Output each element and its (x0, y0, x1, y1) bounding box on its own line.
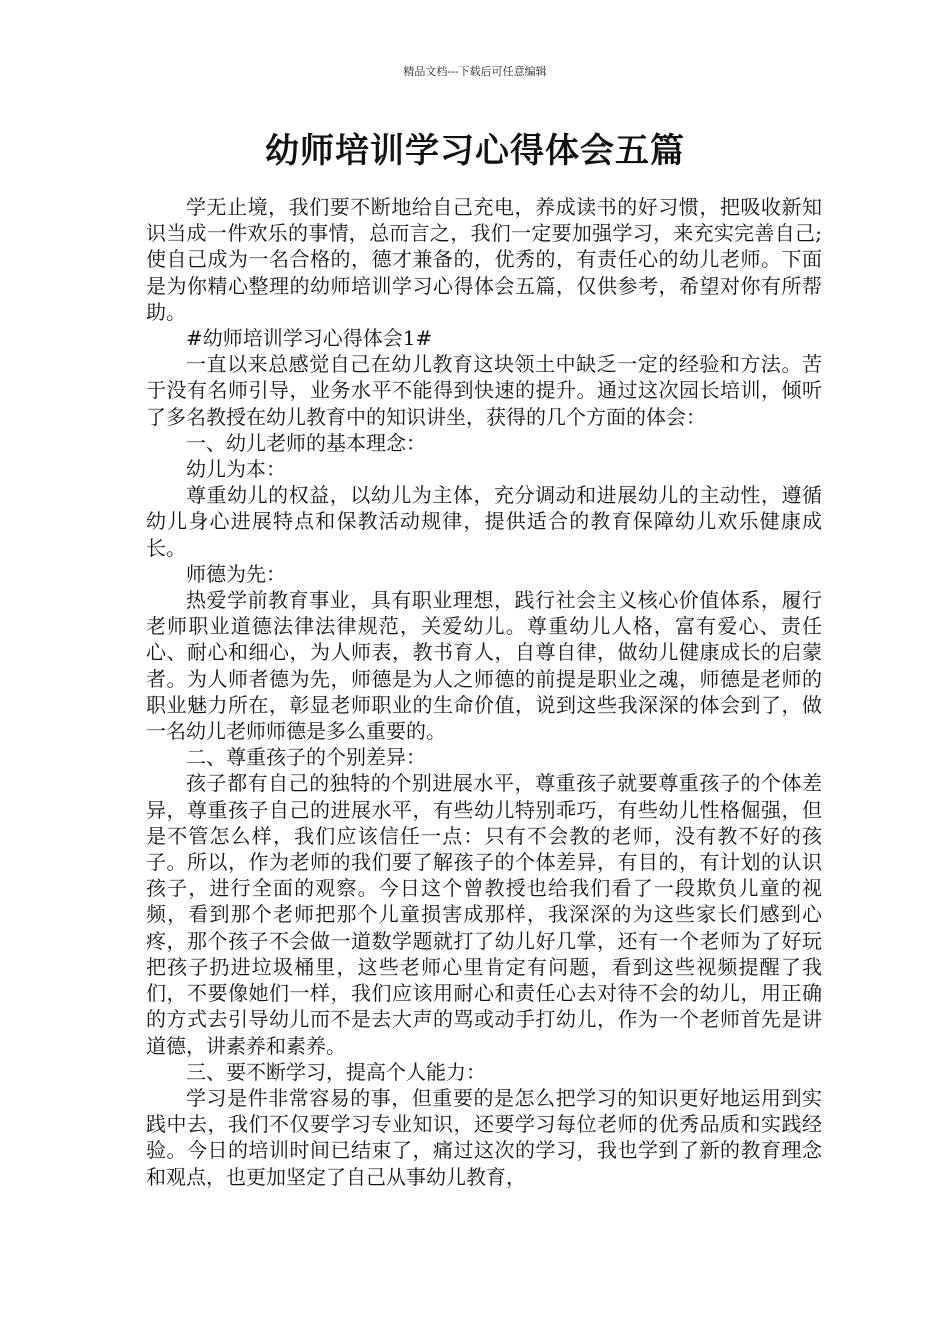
subheading-ethics-first: 师德为先： (186, 561, 286, 586)
subheading-basic-concepts: 一、幼儿老师的基本理念： (186, 430, 426, 455)
subheading-individual-differences: 二、尊重孩子的个别差异： (186, 745, 426, 770)
header-note: 精品文档---下载后可任意编辑 (403, 65, 547, 78)
paragraph-child-centered: 尊重幼儿的权益，以幼儿为主体，充分调动和进展幼儿的主动性，遵循幼儿身心进展特点和保教活动规律，提供适合的教育保障幼儿欢乐健康成长。 (146, 483, 822, 560)
subheading-keep-learning: 三、要不断学习，提高个人能力： (186, 1059, 486, 1084)
paragraph-individual-differences: 孩子都有自己的独特的个别进展水平，尊重孩子就要尊重孩子的个体差异，尊重孩子自己的进展水平，有些幼儿特别乖巧，有些幼儿性格倔强，但是不管怎么样，我们应该信任一点：只有不会教的老师，没有教不好的孩子。所以，作为老师的我们要了解孩子的个体差异，有目的，有计划的认识孩子，进行全面的观察。今日这个曾教授也给我们看了一段欺负儿童的视频，看到那个老师把那个儿童损害成那样，我深深的为这些家长们感到心疼，那个孩子不会做一道数学题就打了幼儿好几掌，还有一个老师为了好玩把孩子扔进垃圾桶里，这些老师心里肯定有问题，看到这些视频提醒了我们，不要像她们一样，我们应该用耐心和责任心去对待不会的幼儿，用正确的方式去引导幼儿而不是去大声的骂或动手打幼儿，作为一个老师首先是讲道德，讲素养和素养。 (146, 771, 822, 1058)
document-title: 幼师培训学习心得体会五篇 (265, 131, 685, 171)
subheading-child-centered: 幼儿为本： (186, 457, 286, 482)
paragraph-experience: 一直以来总感觉自己在幼儿教育这块领土中缺乏一定的经验和方法。苦于没有名师引导，业务水平不能得到快速的提升。通过这次园长培训，倾听了多名教授在幼儿教育中的知识讲坐，获得的几个方面的体会： (146, 352, 822, 429)
paragraph-intro: 学无止境，我们要不断地给自己充电，养成读书的好习惯，把吸收新知识当成一件欢乐的事情，总而言之，我们一定要加强学习，来充实完善自己;使自己成为一名合格的，德才兼备的，优秀的，有责任心的幼儿老师。下面是为你精心整理的幼师培训学习心得体会五篇，仅供参考，希望对你有所帮助。 (146, 195, 822, 324)
paragraph-keep-learning: 学习是件非常容易的事，但重要的是怎么把学习的知识更好地运用到实践中去，我们不仅要学习专业知识，还要学习每位老师的优秀品质和实践经验。今日的培训时间已结束了，痛过这次的学习，我也学到了新的教育理念和观点，也更加坚定了自己从事幼儿教育， (146, 1085, 822, 1189)
paragraph-ethics-first: 热爱学前教育事业，具有职业理想，践行社会主义核心价值体系，履行老师职业道德法律法律规范，关爱幼儿。尊重幼儿人格，富有爱心、责任心、耐心和细心，为人师表，教书育人，自尊自律，做幼儿健康成长的启蒙者。为人师者德为先，师德是为人之师德的前提是职业之魂，师德是老师的职业魅力所在，彰显老师职业的生命价值，说到这些我深深的体会到了，做一名幼儿老师师德是多么重要的。 (146, 588, 822, 744)
document-body (146, 194, 822, 1190)
section-heading-1: #幼师培训学习心得体会1# (186, 326, 433, 351)
